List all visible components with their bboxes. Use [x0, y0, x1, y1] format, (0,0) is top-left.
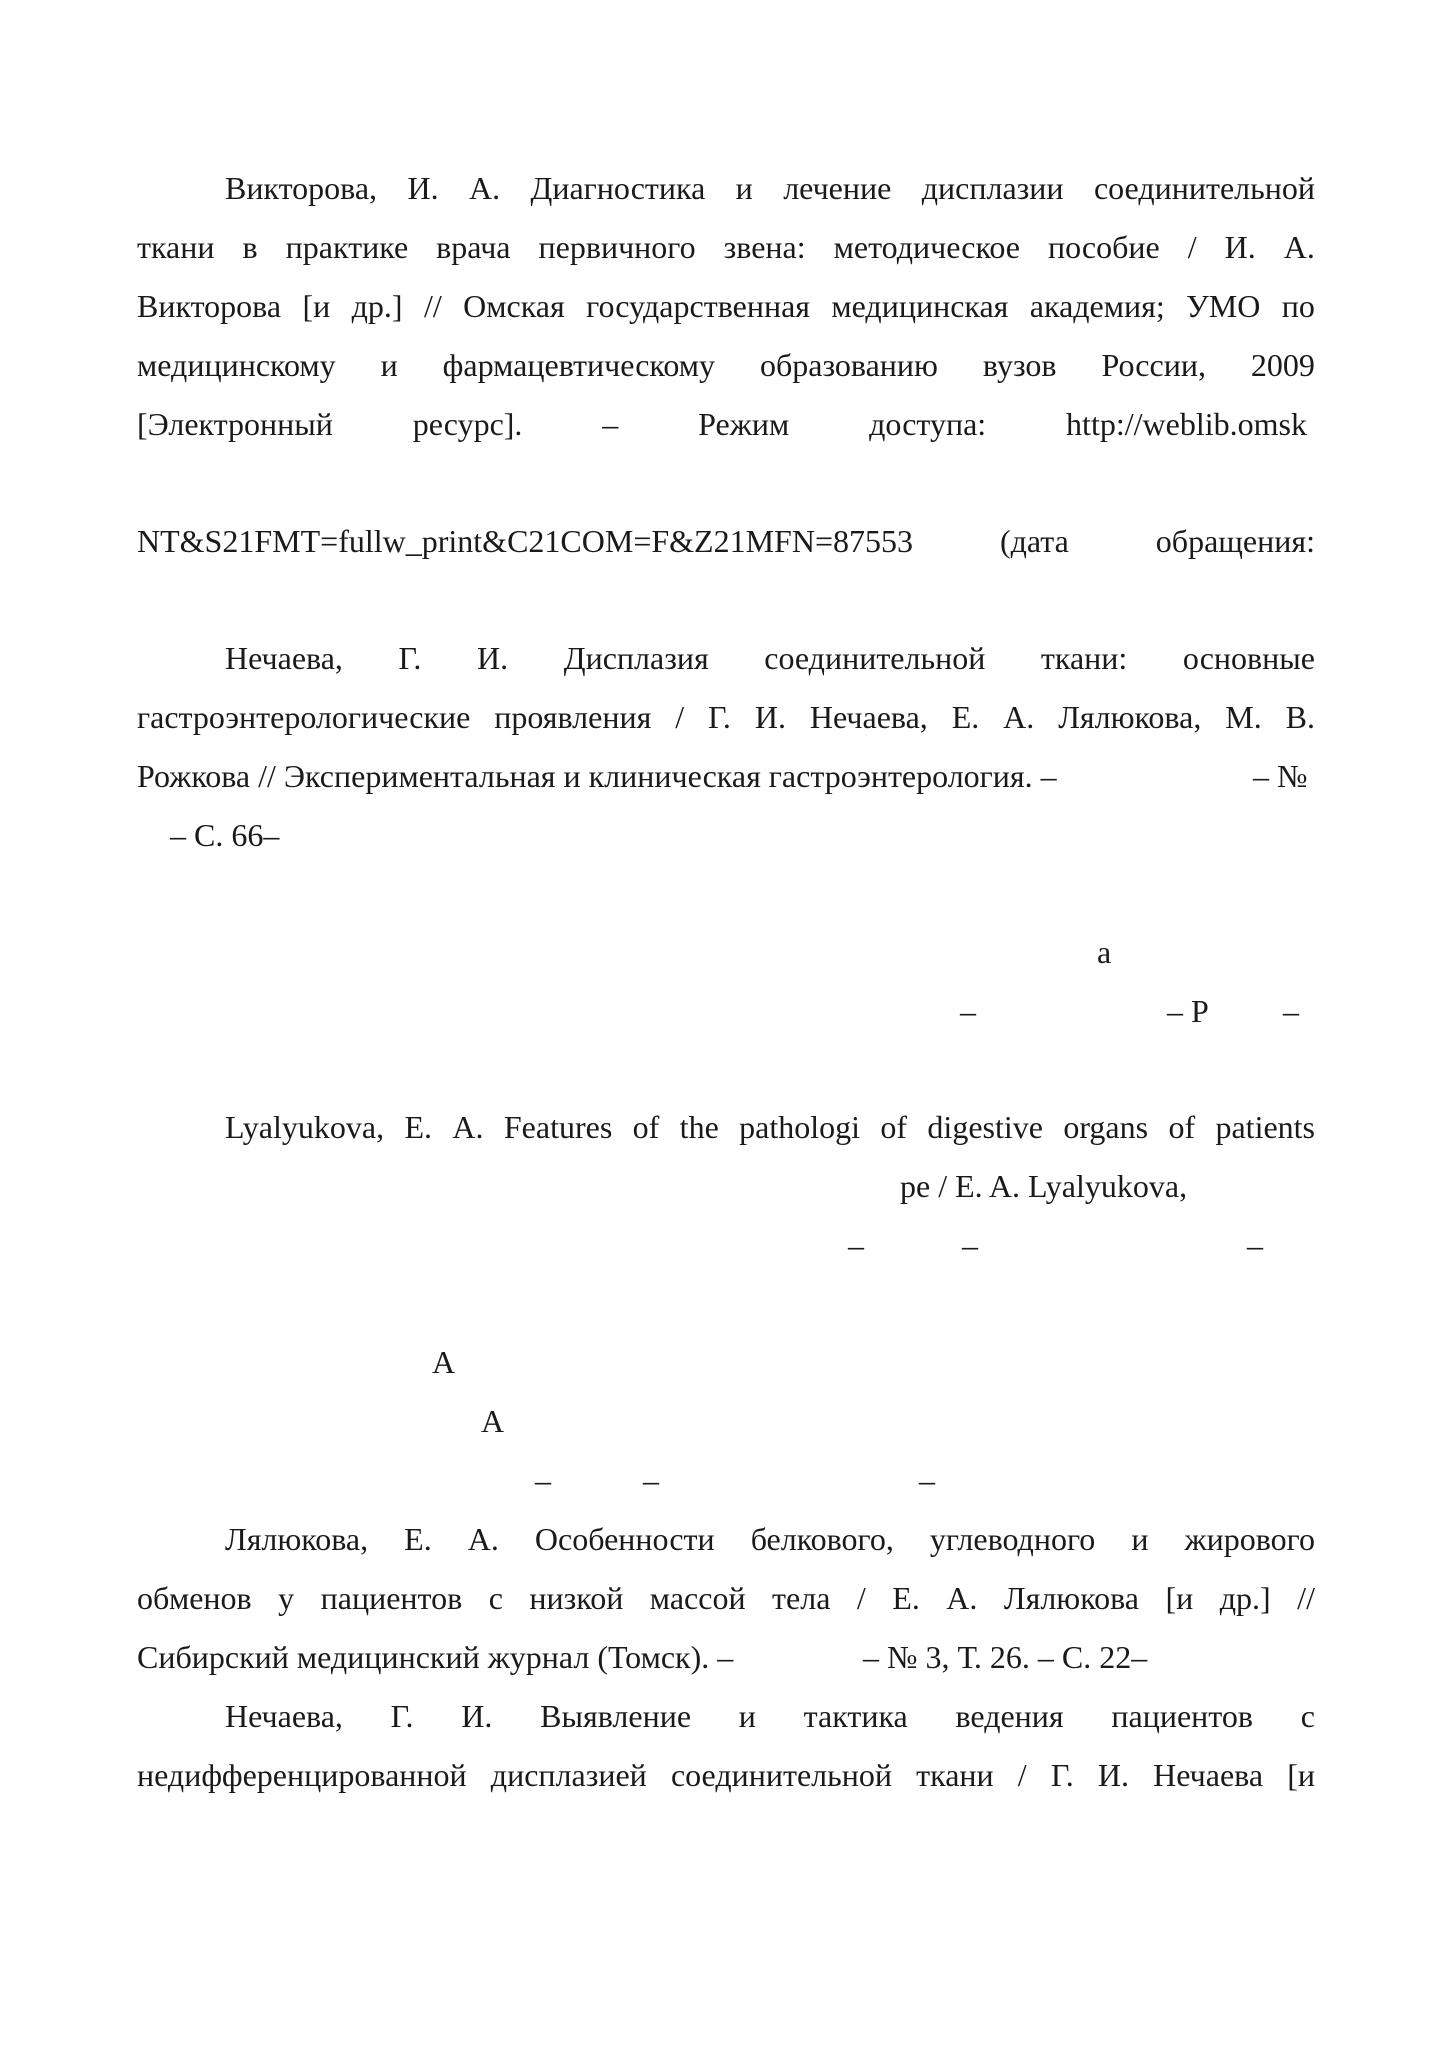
ref2-line-1: [225, 638, 1315, 678]
word: А.: [946, 1580, 978, 1616]
word: И.: [1097, 1757, 1129, 1793]
word: массой: [649, 1580, 746, 1616]
word: И.: [461, 1698, 493, 1734]
ref2-line-4: – С. 66–: [170, 817, 280, 853]
fragment-letter-a: а: [1097, 934, 1112, 970]
word: низкой: [529, 1580, 624, 1616]
fragment-dash: –: [919, 1462, 935, 1498]
ref4-line-3-end: – № 3, Т. 26. – С. 22–: [863, 1639, 1148, 1675]
ref1-line-6: [137, 521, 1315, 561]
word: практике: [285, 229, 409, 265]
word: гастроэнтерологические: [137, 699, 471, 735]
word: of: [1168, 1109, 1196, 1145]
word: Режим: [698, 406, 790, 442]
word: методическое: [833, 229, 1020, 265]
word: пособие: [1047, 229, 1160, 265]
word: Г.: [1050, 1757, 1074, 1793]
word: соединительной: [1093, 170, 1315, 206]
word: звена:: [723, 229, 806, 265]
word: Е.: [951, 699, 980, 735]
word: E.: [404, 1109, 432, 1145]
word: [и: [1165, 1580, 1194, 1616]
word: основные: [1182, 640, 1315, 676]
word: А.: [1283, 229, 1315, 265]
word: http://weblib.omsk: [1066, 406, 1307, 442]
ref5-line-1: [225, 1696, 1315, 1736]
word: врача: [436, 229, 511, 265]
word: обращения:: [1155, 523, 1315, 559]
word: /: [675, 699, 685, 735]
word: Нечаева,: [225, 1698, 343, 1734]
ref2-line-3: Рожкова // Экспериментальная и клиническая гастроэнтерология. –: [137, 758, 1057, 794]
word: [и: [302, 288, 331, 324]
word: лечение: [783, 170, 892, 206]
word: дисплазии: [921, 170, 1064, 206]
word: И.: [754, 699, 786, 735]
word: образованию: [759, 347, 938, 383]
word: с: [1300, 1698, 1315, 1734]
word: Lyalyukova,: [225, 1109, 385, 1145]
word: ресурс].: [412, 406, 523, 442]
word: белкового,: [750, 1521, 894, 1557]
word: /: [1187, 229, 1197, 265]
word: в: [242, 229, 258, 265]
word: ткани: [916, 1757, 994, 1793]
word: у: [278, 1580, 295, 1616]
word: organs: [1063, 1109, 1149, 1145]
word: //: [423, 288, 442, 324]
word: вузов: [982, 347, 1057, 383]
ref1-line-3: [137, 286, 1315, 326]
word: patients: [1215, 1109, 1315, 1145]
ref1-line-4: [137, 345, 1315, 385]
word: др.]: [1219, 1580, 1271, 1616]
word: УМО: [1186, 288, 1261, 324]
word: пациентов: [320, 1580, 463, 1616]
word: A.: [452, 1109, 484, 1145]
word: И.: [407, 170, 439, 206]
word: Диагностика: [530, 170, 706, 206]
ref2-line-2: [137, 697, 1315, 737]
word: //: [1297, 1580, 1315, 1616]
word: Викторова: [137, 288, 282, 324]
word: /: [1017, 1757, 1027, 1793]
word: [Электронный: [137, 406, 333, 442]
word: ткани: [137, 229, 215, 265]
ref4-line-3: Сибирский медицинский журнал (Томск). –: [137, 1639, 734, 1675]
word: А.: [468, 170, 501, 206]
fragment-dash: –: [643, 1462, 659, 1498]
word: 2009: [1250, 347, 1315, 383]
word: А.: [1003, 699, 1035, 735]
word: медицинскому: [137, 347, 336, 383]
word: тела: [772, 1580, 831, 1616]
word: и: [735, 170, 753, 206]
ref5-line-2: [137, 1755, 1315, 1795]
word: недифференцированной: [137, 1757, 467, 1793]
fragment-dash: –: [960, 993, 976, 1029]
word: соединительной: [764, 640, 986, 676]
word: государственная: [586, 288, 810, 324]
word: NT&S21FMT=fullw_print&C21COM=F&Z21MFN=87553: [137, 523, 913, 559]
word: Features: [503, 1109, 613, 1145]
ref2-line-3-end: – №: [1253, 758, 1308, 794]
word: соединительной: [670, 1757, 892, 1793]
word: Е.: [404, 1521, 432, 1557]
word: жирового: [1184, 1521, 1315, 1557]
word: Нечаева,: [809, 699, 928, 735]
word: pathologi: [739, 1109, 861, 1145]
word: по: [1281, 288, 1315, 324]
word: проявления: [494, 699, 652, 735]
word: Нечаева: [1153, 1757, 1264, 1793]
word: Лялюкова: [1003, 1580, 1139, 1616]
word: Нечаева,: [225, 640, 343, 676]
word: дисплазией: [490, 1757, 647, 1793]
word: тактика: [803, 1698, 908, 1734]
word: и: [738, 1698, 756, 1734]
word: пациентов: [1111, 1698, 1253, 1734]
ref3-line-1: [225, 1107, 1315, 1147]
word: of: [880, 1109, 908, 1145]
word: Викторова,: [225, 170, 378, 206]
ref4-line-1: [225, 1519, 1315, 1559]
word: доступа:: [869, 406, 987, 442]
word: [и: [1287, 1757, 1315, 1793]
ref3-dash: –: [848, 1227, 864, 1263]
word: И.: [477, 640, 509, 676]
word: Омская: [463, 288, 565, 324]
word: с: [488, 1580, 503, 1616]
ref4-line-2: [137, 1578, 1315, 1618]
fragment-letter-a: А: [432, 1344, 456, 1380]
word: Выявление: [540, 1698, 692, 1734]
ref1-line-5: [137, 404, 1307, 444]
word: М.: [1225, 699, 1262, 735]
word: Е.: [892, 1580, 920, 1616]
word: (дата: [999, 523, 1069, 559]
word: А.: [467, 1521, 499, 1557]
word: the: [679, 1109, 719, 1145]
word: Г.: [398, 640, 422, 676]
fragment-dash-p: – Р: [1167, 993, 1209, 1029]
word: Особенности: [534, 1521, 715, 1557]
word: и: [380, 347, 398, 383]
word: первичного: [538, 229, 696, 265]
word: России,: [1101, 347, 1206, 383]
word: др.]: [351, 288, 403, 324]
word: Г.: [708, 699, 731, 735]
word: Лялюкова,: [225, 1521, 369, 1557]
word: –: [602, 406, 619, 442]
word: медицинская: [831, 288, 1009, 324]
word: digestive: [927, 1109, 1043, 1145]
word: of: [632, 1109, 660, 1145]
ref3-line-2: pe / E. A. Lyalyukova,: [900, 1168, 1188, 1204]
ref1-line-2: [137, 227, 1315, 267]
word: ведения: [955, 1698, 1064, 1734]
ref3-dash: –: [962, 1227, 978, 1263]
word: Г.: [390, 1698, 414, 1734]
fragment-dash: –: [535, 1462, 551, 1498]
fragment-dash: –: [1283, 993, 1299, 1029]
word: Лялюкова,: [1058, 699, 1202, 735]
word: углеводного: [929, 1521, 1096, 1557]
word: академия;: [1029, 288, 1165, 324]
word: ткани:: [1040, 640, 1128, 676]
word: и: [1131, 1521, 1149, 1557]
ref1-line-1: [225, 168, 1315, 208]
word: /: [856, 1580, 866, 1616]
word: Дисплазия: [563, 640, 709, 676]
word: фармацевтическому: [442, 347, 715, 383]
word: И.: [1224, 229, 1256, 265]
fragment-letter-a: А: [481, 1403, 505, 1439]
ref3-dash: –: [1247, 1227, 1263, 1263]
word: В.: [1285, 699, 1315, 735]
word: обменов: [137, 1580, 252, 1616]
